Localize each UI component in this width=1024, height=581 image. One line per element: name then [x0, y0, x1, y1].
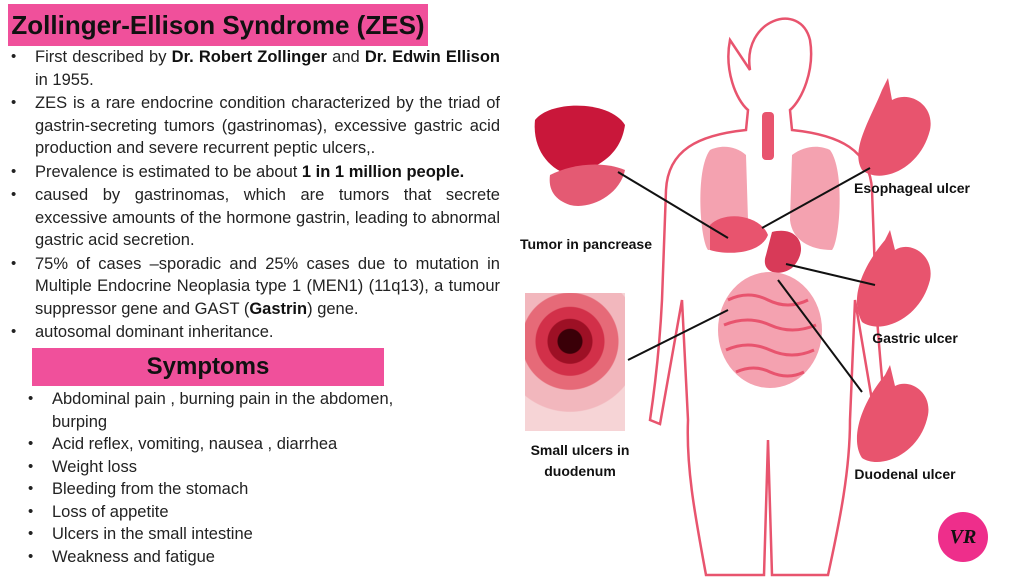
symptoms-heading: Symptoms: [32, 348, 384, 386]
esophageal-ulcer-stomach: [858, 78, 930, 176]
tumor-pancreas-caption: Tumor in pancrease: [519, 236, 652, 252]
text: ) gene.: [307, 299, 359, 318]
intro-item: [35, 253, 500, 321]
liver: [710, 216, 768, 252]
pancreas: [550, 165, 625, 206]
duodenal-ulcer-caption: Duodenal ulcer: [854, 466, 956, 482]
vr-logo: VR: [938, 512, 988, 562]
symptom-item: • Bleeding from the stomach: [52, 478, 442, 501]
page-title: Zollinger-Ellison Syndrome (ZES): [8, 4, 428, 46]
symptom-item: • Loss of appetite: [52, 501, 442, 524]
intro-item: [35, 92, 500, 160]
pointer-gastric: [786, 264, 875, 285]
pancreas-liver: [535, 106, 625, 175]
symptom-item: • Ulcers in the small intestine: [52, 523, 442, 546]
text: ZES is a rare endocrine condition characterized by the triad of gastrin-secreting tumors (gastrinomas), excessive gastric acid production and severe recurrent peptic ulcers,.: [35, 94, 500, 157]
text: 75% of cases –sporadic and 25% cases due to mutation in Multiple Endocrine Neoplasia type 1 (MEN1) (11q13), a tumour suppressor gene and GAST (: [35, 254, 500, 318]
anatomy-illustration: [510, 0, 1024, 581]
bold-text: 1 in 1 million people.: [301, 162, 465, 181]
intro-item: [35, 46, 500, 91]
symptom-item: • Weakness and fatigue: [52, 546, 442, 569]
text: Prevalence is estimated to be about: [35, 162, 302, 181]
text: autosomal dominant inheritance.: [35, 323, 274, 341]
text: caused by gastrinomas, which are tumors that secrete excessive amounts of the hormone gastrin, leading to abnormal gastric acid secretion.: [35, 186, 500, 249]
text: in 1955.: [35, 70, 94, 89]
symptom-item: • Abdominal pain , burning pain in the abdomen, burping: [52, 388, 442, 433]
bold-text: Dr. Edwin Ellison: [364, 48, 500, 66]
duodenum-caption-line1: Small ulcers in: [530, 442, 630, 458]
symptom-item: • Acid reflex, vomiting, nausea , diarrhea: [52, 433, 442, 456]
gastric-ulcer-caption: Gastric ulcer: [872, 330, 958, 346]
bold-text: Gastrin: [249, 299, 308, 318]
intro-item: [35, 184, 500, 252]
symptoms-list: [52, 388, 442, 568]
intro-item: [35, 321, 500, 344]
text: First described by: [35, 48, 172, 66]
intro-item: [35, 161, 500, 184]
duodenum-photo: [525, 293, 625, 431]
gastric-ulcer-stomach: [857, 230, 931, 327]
trachea: [762, 112, 774, 160]
symptom-item: • Weight loss: [52, 456, 442, 479]
anatomy-svg: [510, 0, 1024, 581]
duodenum-caption-line2: duodenum: [544, 463, 616, 479]
bold-text: Dr. Robert Zollinger: [171, 48, 327, 66]
esophageal-ulcer-caption: Esophageal ulcer: [854, 180, 970, 196]
intro-list: [35, 46, 500, 345]
duodenum-ulcer-caption: [530, 440, 630, 482]
text: and: [326, 48, 365, 66]
